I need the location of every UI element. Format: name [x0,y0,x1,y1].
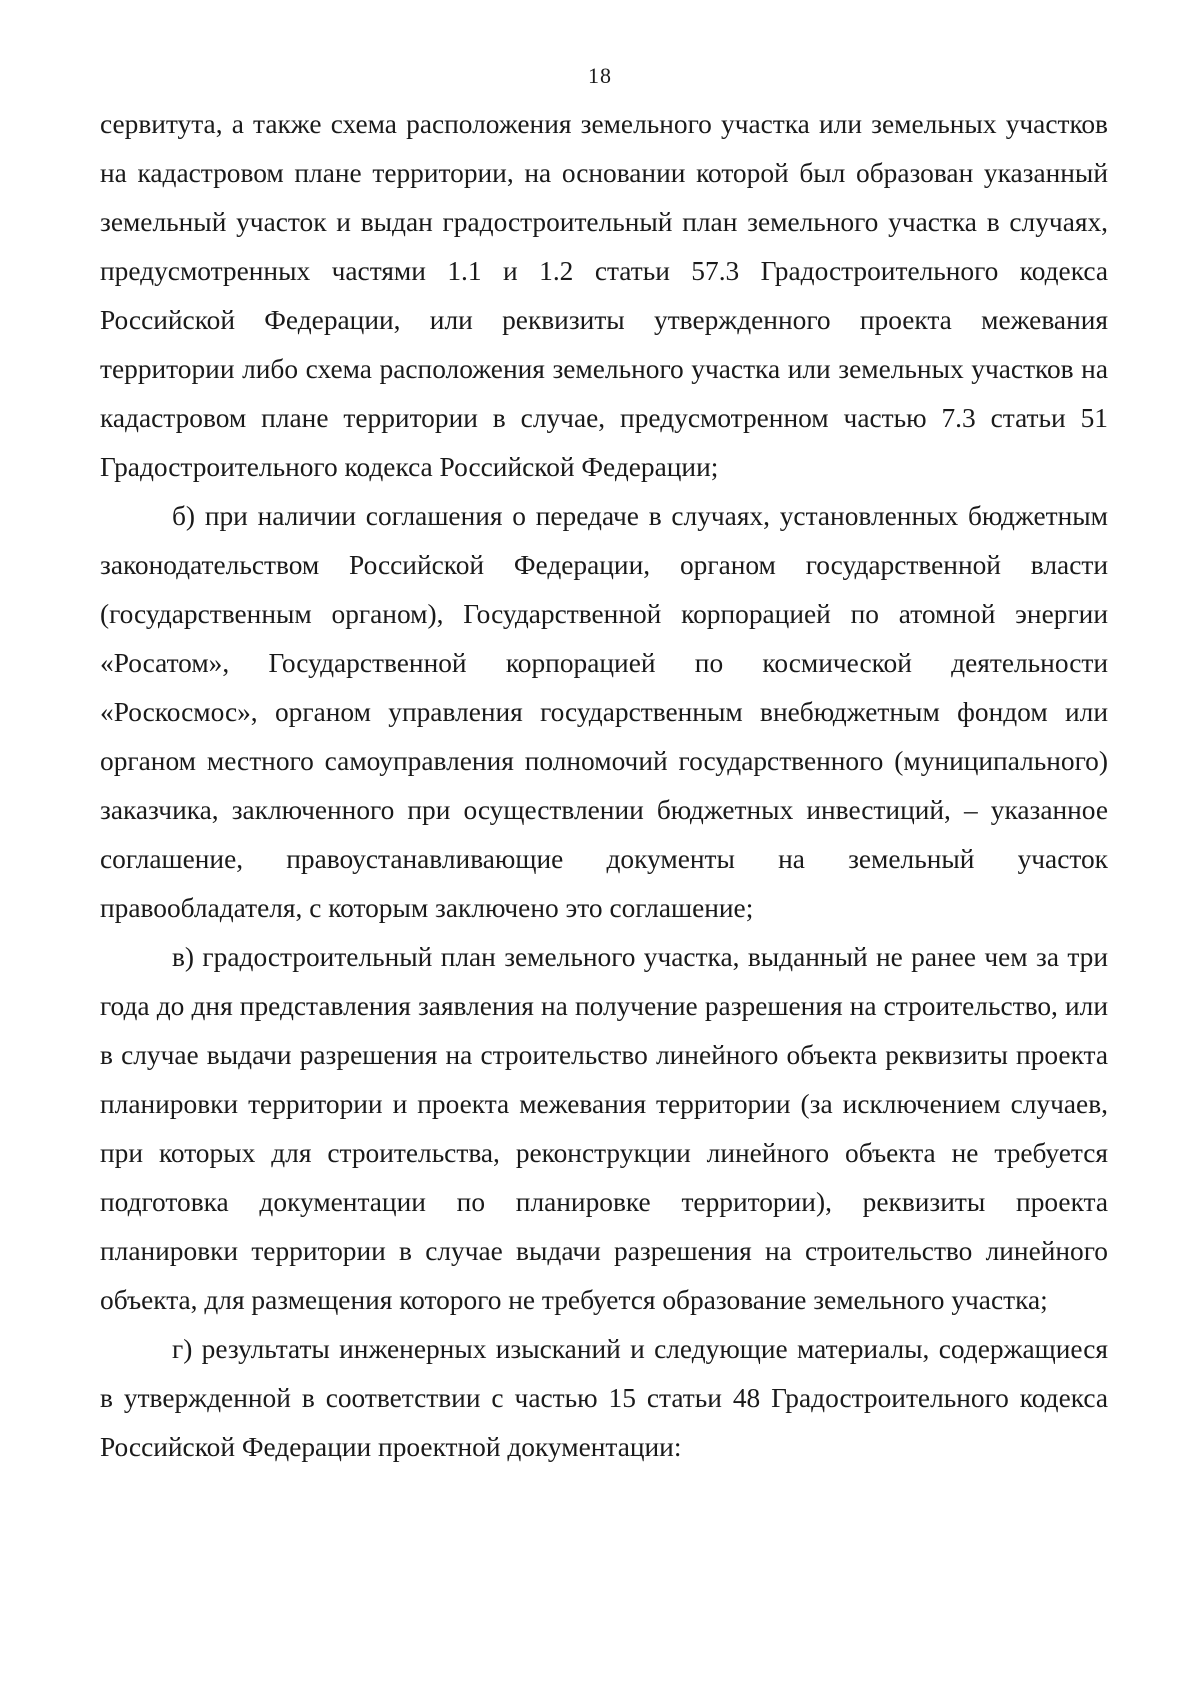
paragraph-item-b: б) при наличии соглашения о передаче в случаях, установленных бюджетным законодательством Российской Федерации, органом государственной власти (государственным органом), Государственной корпорацией по атомной энергии «Росатом», Государственной корпорацией по космической деятельности «Роскосмос», органом управления государственным внебюджетным фондом или органом местного самоуправления полномочий государственного (муниципального) заказчика, заключенного при осуществлении бюджетных инвестиций, – указанное соглашение, правоустанавливающие документы на земельный участок правообладателя, с которым заключено это соглашение; [100,501,1108,923]
paragraph-item-v: в) градостроительный план земельного участка, выданный не ранее чем за три года до дня представления заявления на получение разрешения на строительство, или в случае выдачи разрешения на строительство линейного объекта реквизиты проекта планировки территории и проекта межевания территории (за исключением случаев, при которых для строительства, реконструкции линейного объекта не требуется подготовка документации по планировке территории), реквизиты проекта планировки территории в случае выдачи разрешения на строительство линейного объекта, для размещения которого не требуется образование земельного участка; [100,942,1108,1315]
paragraph-continuation: сервитута, а также схема расположения земельного участка или земельных участков на кадастровом плане территории, на основании которой был образован указанный земельный участок и выдан градостроительный план земельного участка в случаях, предусмотренных частями 1.1 и 1.2 статьи 57.3 Градостроительного кодекса Российской Федерации, или реквизиты утвержденного проекта межевания территории либо схема расположения земельного участка или земельных участков на кадастровом плане территории в случае, предусмотренном частью 7.3 статьи 51 Градостроительного кодекса Российской Федерации; [100,109,1108,482]
document-body [100,100,1108,1472]
page-number: 18 [588,63,612,88]
paragraph-item-g: г) результаты инженерных изысканий и следующие материалы, содержащиеся в утвержденной в соответствии с частью 15 статьи 48 Градостроительного кодекса Российской Федерации проектной документации: [100,1334,1108,1462]
